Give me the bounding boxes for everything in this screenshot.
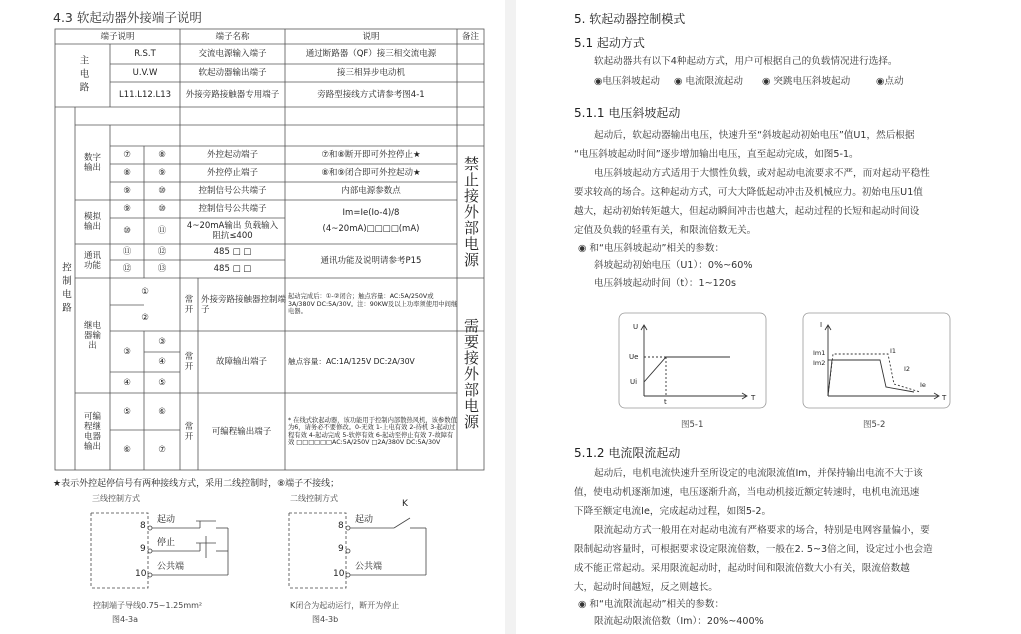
header-desc: 说明 <box>362 31 380 42</box>
fig2-i: I <box>820 321 823 329</box>
prog-b-1: ⑦ <box>158 445 166 455</box>
fig-a-common: 公共端 <box>157 562 185 572</box>
fig2-im1: Im1 <box>813 349 826 357</box>
note-need-external-power <box>457 278 484 470</box>
header-terminal-name: 端子名称 <box>215 31 250 42</box>
main-name-0: 交流电源输入端子 <box>198 49 267 59</box>
relay-b-1: ④ <box>123 377 131 388</box>
analog-a-1: ⑩ <box>123 226 131 236</box>
fig-b-start: 起动 <box>355 515 374 525</box>
relay-b-0: ③ <box>123 346 131 357</box>
header-terminal-desc: 端子说明 <box>100 31 135 42</box>
heading-5-1: 5.1 起动方式 <box>574 36 645 50</box>
fig2-T: T <box>942 394 947 402</box>
para-7c: 下降至额定电流Ie，完成起动过程，如图5-2。 <box>574 506 772 517</box>
para-3d: 定值及负载的轻重有关，和限流倍数无关。 <box>574 225 757 236</box>
relay-a-0: ① <box>141 286 149 297</box>
analog-name-1: 4~20mA输出 负载输入阻抗≤400 <box>186 221 279 241</box>
section-title: 4.3 软起动器外接端子说明 <box>53 10 202 25</box>
fig-b-n10: 10 <box>333 569 345 579</box>
fig-a-n9: 9 <box>140 544 146 554</box>
right-page <box>516 0 1021 634</box>
fig2-i1: I1 <box>890 347 897 355</box>
para-7b: 值，使电动机逐渐加速，电压逐渐升高，当电动机接近额定转速时，电机电流迅速 <box>574 487 920 498</box>
heading-5: 5. 软起动器控制模式 <box>574 12 686 26</box>
para-intro: 软起动器共有以下4种起动方式，用户可根据自己的负载情况进行选择。 <box>594 56 898 67</box>
relay-output-label: 继电器输出 <box>83 320 101 351</box>
digital-name-1: 外控停止端子 <box>206 168 258 178</box>
main-circuit-text: 主电路 <box>77 55 89 96</box>
note-no-external-power-text: 禁止接外部电源 <box>462 156 480 268</box>
control-circuit-text: 控制电路 <box>60 261 71 316</box>
prog-name: 可编程输出端子 <box>211 426 272 437</box>
digital-b-0: ⑧ <box>158 150 166 160</box>
fig-b-common: 公共端 <box>355 562 383 572</box>
prog-a-0: ⑤ <box>123 406 131 417</box>
note-need-external-power-text: 需要接外部电源 <box>462 318 480 430</box>
mode-0: ◉电压斜坡起动 <box>594 76 660 87</box>
analog-b-1: ⑪ <box>157 226 167 236</box>
prog-a-1: ⑥ <box>123 445 131 455</box>
digital-name-2: 控制信号公共端子 <box>198 186 267 196</box>
heading-5-1-2: 5.1.2 电流限流起动 <box>574 446 681 460</box>
analog-name-0: 控制信号公共端子 <box>198 204 267 214</box>
analog-a-0: ⑨ <box>123 204 131 214</box>
digital-desc-0: ⑦和⑧断开即可外控停止★ <box>321 150 421 160</box>
para-8d: 大，起动时间越短，反之则越长。 <box>574 582 718 593</box>
digital-output-label: 数字输出 <box>84 152 102 173</box>
analog-desc-2: (4~20mA)□□□□(mA) <box>322 224 420 234</box>
fig1-caption: 图5-1 <box>681 420 704 430</box>
relay-name-b: 故障输出端子 <box>215 357 267 367</box>
mode-1: ◉ 电流限流起动 <box>674 76 743 87</box>
param-u1: 斜坡起动初始电压（U1）：0%~60% <box>594 260 753 271</box>
fig-a-stop: 停止 <box>157 538 176 548</box>
analog-output-label: 模拟输出 <box>84 212 102 232</box>
analog-b-0: ⑩ <box>158 204 166 214</box>
fig2-i2: I2 <box>904 365 911 373</box>
fig2-caption: 图5-2 <box>863 420 886 430</box>
para-8c: 成不能正常起动。采用限流起动时，起动时间和限流倍数大小有关，限流倍数越 <box>574 563 910 574</box>
para-2b: “电压斜坡起动时间”逐步增加输出电压，直至起动完成，如图5-1。 <box>574 149 859 160</box>
relay-c-0: ③ <box>158 336 166 347</box>
main-name-2: 外接旁路接触器专用端子 <box>185 89 280 100</box>
fig-b-title: 二线控制方式 <box>290 494 338 503</box>
comm-a-1: ⑫ <box>122 264 132 274</box>
analog-desc-1: Im=Ie(Io-4)/8 <box>342 208 400 218</box>
fig2-im2: Im2 <box>813 359 826 367</box>
left-page <box>0 0 505 634</box>
fig1-ue: Ue <box>629 353 639 361</box>
comm-b-1: ⑬ <box>157 264 167 274</box>
digital-name-0: 外控起动端子 <box>206 150 258 160</box>
relay-type-b: 常开 <box>184 352 194 372</box>
param-im: 限流起动限流倍数（Im）：20%~400% <box>594 616 764 627</box>
heading-5-1-1: 5.1.1 电压斜坡起动 <box>574 106 681 120</box>
para-8a: 限流起动方式一般用在对起动电流有严格要求的场合，特别是电网容量偏小，要 <box>594 525 930 536</box>
digital-b-2: ⑩ <box>158 186 166 196</box>
digital-desc-1: ⑧和⑨闭合即可外控起动★ <box>321 168 421 178</box>
relay-desc-b: 触点容量：AC:1A/125V DC:2A/30V <box>288 357 415 366</box>
header-note: 备注 <box>461 31 479 42</box>
prog-b-0: ⑥ <box>158 406 166 417</box>
main-desc-2: 旁路型接线方式请参考图4-1 <box>317 89 425 100</box>
relay-desc-a: 起动完成后：①-②闭合；触点容量：AC:5A/250V或3A/380V DC:5A/30V。注：90KW及以上功率须使用中间继电器。 <box>288 293 458 316</box>
fig1-T: T <box>751 394 756 402</box>
mode-3: ◉点动 <box>876 76 904 87</box>
digital-a-2: ⑨ <box>123 186 131 196</box>
comm-desc: 通讯功能及说明请参考P15 <box>320 256 422 266</box>
main-desc-1: 接三相异步电动机 <box>336 68 405 78</box>
fig-b-n9: 9 <box>338 544 344 554</box>
relay-name-a: 外接旁路接触器控制端子 <box>201 294 287 315</box>
fig1-u: U <box>633 323 639 331</box>
fig-b-k: K <box>402 499 408 509</box>
fig-b-cap2: 图4-3b <box>312 615 339 624</box>
control-circuit-label <box>55 107 75 470</box>
fig-b-n8: 8 <box>338 521 344 531</box>
fig-b-cap1: K闭合为起动运行，断开为停止 <box>290 601 400 610</box>
fig1-t: t <box>664 398 667 406</box>
note-no-external-power <box>457 146 484 278</box>
relay-c-2: ⑤ <box>158 377 166 388</box>
comm-b-0: ⑫ <box>157 247 167 257</box>
para-2a: 起动后，软起动器输出电压，快速升至“斜坡起动初始电压”值U1，然后根据 <box>594 130 915 141</box>
relay-c-1: ④ <box>158 357 166 367</box>
main-circuit-label <box>55 44 110 107</box>
comm-a-0: ⑪ <box>122 247 132 257</box>
para-4: ◉ 和“电压斜坡起动”相关的参数： <box>578 243 725 254</box>
digital-a-0: ⑦ <box>123 150 131 160</box>
fig2-ie: Ie <box>920 381 926 389</box>
fig1-ui: Ui <box>630 378 638 386</box>
main-desc-0: 通过断路器（QF）接三相交流电源 <box>305 49 437 59</box>
comm-name-0: 485 □ □ <box>213 247 252 257</box>
para-3b: 要求较高的场合。这种起动方式，可大大降低起动冲击及机械应力。初始电压U1值 <box>574 187 923 198</box>
fig-a-title: 三线控制方式 <box>92 494 140 503</box>
fig-a-n10: 10 <box>135 569 147 579</box>
param-t: 电压斜坡起动时间（t）：1~120s <box>594 278 736 289</box>
relay-type-a: 常开 <box>184 294 194 315</box>
fig-a-start: 起动 <box>157 515 176 525</box>
fig-a-cap1: 控制端子导线0.75~1.25mm² <box>93 601 203 610</box>
main-name-1: 软起动器输出端子 <box>198 68 267 78</box>
para-8b: 限制起动容量时，可根据要求设定限流倍数，一般在2. 5~3倍之间，设定过小也会造 <box>574 544 933 555</box>
digital-desc-2: 内部电源参数点 <box>341 186 401 196</box>
page-gutter <box>505 0 516 634</box>
main-code-2: L11.L12.L13 <box>118 89 172 100</box>
relay-a-1: ② <box>141 313 149 323</box>
main-code-0: R.S.T <box>134 49 156 59</box>
para-3a: 电压斜坡起动方式适用于大惯性负载，或对起动电流要求不严，而对起动平稳性 <box>594 168 930 179</box>
para-3c: 越大，起动初始转矩越大，但起动瞬间冲击也越大，起动过程的长短和起动时间设 <box>574 206 920 217</box>
fig-5-1-voltage-ramp <box>618 312 768 410</box>
footnote: ★表示外控起停信号有两种接线方式，采用二线控制时，⑧端子不接线； <box>53 479 340 489</box>
mode-2: ◉ 突跳电压斜坡起动 <box>762 76 851 87</box>
digital-a-1: ⑧ <box>123 168 131 178</box>
prog-desc: * 在线式软起动器，该功能用于控制内部散热风机，该参数值为6，请务必不要修改。0-无效 1-上电有效 2-待机 3-起动过程有效 4-起动完成 5-软停有效 6-起动至停止有效 7-故障有效 □□□□□□AC:5A/250V □2A/380V DC:5A/30V <box>288 416 457 446</box>
para-7a: 起动后，电机电流快速升至所设定的电流限流值Im，并保持输出电流不大于该 <box>594 468 923 479</box>
prog-type: 常开 <box>184 421 194 442</box>
fig-a-n8: 8 <box>140 521 146 531</box>
prog-relay-label: 可编程继电器输出 <box>83 411 101 452</box>
comm-label: 通讯功能 <box>84 251 102 271</box>
para-9: ◉ 和“电流限流起动”相关的参数： <box>578 599 725 610</box>
main-code-1: U.V.W <box>132 68 158 78</box>
comm-name-1: 485 □ □ <box>213 264 252 274</box>
digital-b-1: ⑨ <box>158 168 166 178</box>
fig-a-cap2: 图4-3a <box>112 615 138 624</box>
